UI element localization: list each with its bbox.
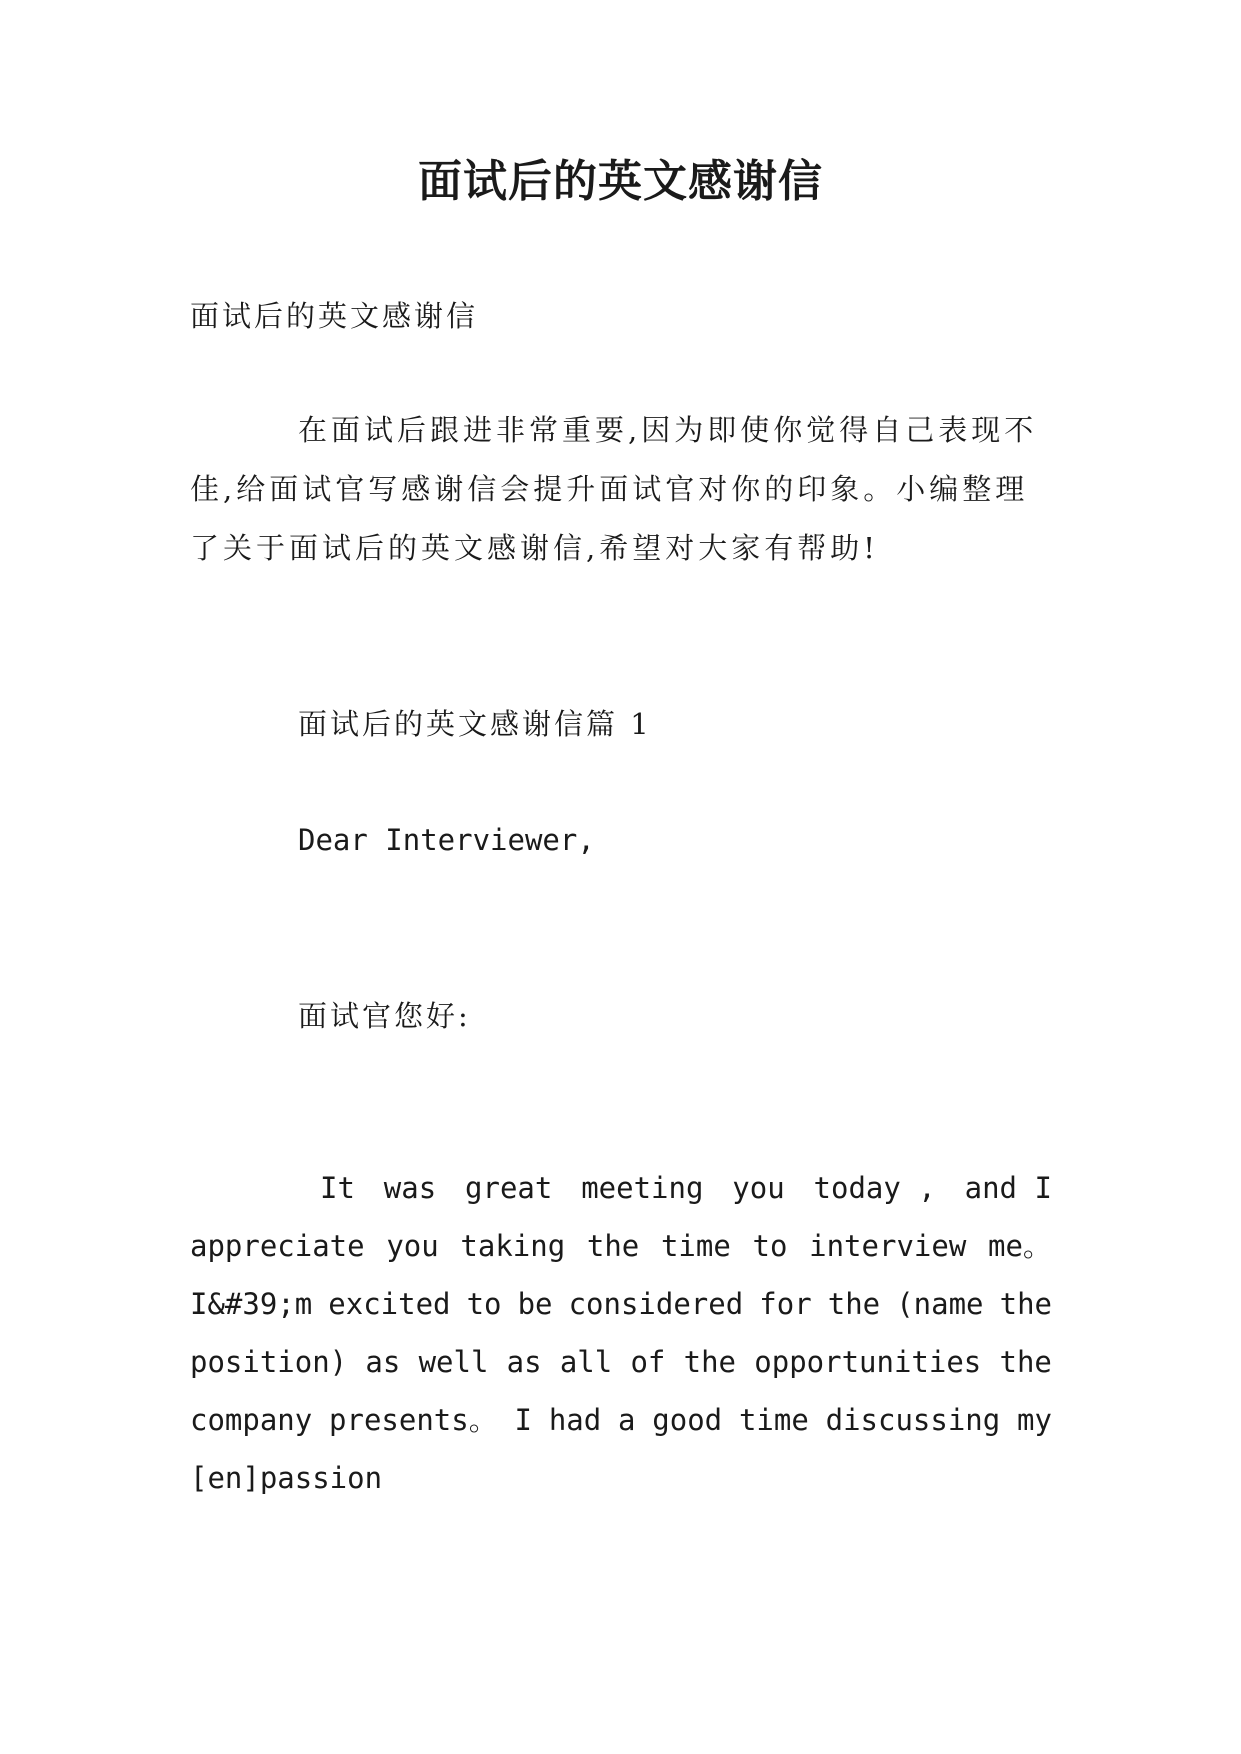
letter-body-word: presents。 [329, 1403, 498, 1437]
letter-body-word: the [586, 1229, 640, 1263]
letter-body-word: It [320, 1171, 355, 1205]
letter-body-word: for [759, 1287, 812, 1321]
letter-body-word: company [190, 1403, 313, 1437]
letter-body-word: great [465, 1171, 553, 1205]
letter-body-word: to [752, 1229, 788, 1263]
letter-body-word: excited [328, 1287, 451, 1321]
letter-body-word: be [517, 1287, 553, 1321]
intro-line: 在面试后跟进非常重要,因为即使你觉得自己表现不 [298, 413, 1038, 447]
letter-body-word: the [827, 1287, 881, 1321]
letter-body-word: position) [190, 1345, 348, 1379]
letter-body-word: discussing [825, 1403, 1001, 1437]
letter-body-line [190, 1458, 1052, 1516]
letter-body-word: was [383, 1171, 437, 1205]
letter-body-line [190, 1284, 1052, 1342]
intro-paragraph [190, 410, 1052, 587]
letter-body-word: the [999, 1345, 1052, 1379]
letter-body-line [190, 1342, 1052, 1400]
letter-body-word: a [618, 1403, 636, 1437]
letter-body-line [190, 1226, 1052, 1284]
letter-body-word: I [514, 1403, 532, 1437]
letter-body-word: as [506, 1345, 542, 1379]
letter-body-word: had [548, 1403, 602, 1437]
letter-body-word: my [1017, 1403, 1052, 1437]
letter-body-line [190, 1168, 1052, 1226]
letter-body-word: you [732, 1171, 785, 1205]
letter-body-word: appreciate [190, 1229, 365, 1263]
letter-body-word: to [466, 1287, 502, 1321]
document-title: 面试后的英文感谢信 [418, 156, 823, 207]
letter-body-line [190, 1400, 1052, 1458]
letter-body-word: you [386, 1229, 439, 1263]
letter-body-word: I&#39;m [190, 1287, 313, 1321]
salutation-english: Dear Interviewer, [298, 823, 595, 857]
letter-body-word: (name [896, 1287, 984, 1321]
letter-body-word: as [365, 1345, 401, 1379]
letter-body-word: time [738, 1403, 809, 1437]
letter-body-word: well [418, 1345, 489, 1379]
letter-body-word: interview [809, 1229, 967, 1263]
letter-body-word: good [652, 1403, 723, 1437]
letter-body-word: meeting [581, 1171, 704, 1205]
letter-body-word: opportunities [754, 1345, 982, 1379]
letter-body-word: the [683, 1345, 737, 1379]
letter-body-word: all [559, 1345, 613, 1379]
letter-body-word: and I [964, 1171, 1052, 1205]
letter-body-word: taking [460, 1229, 566, 1263]
document-subtitle: 面试后的英文感谢信 [190, 299, 479, 333]
letter-body-word: [en]passion [190, 1461, 383, 1495]
letter-body-paragraph [190, 1168, 1052, 1516]
letter-body-word: time [660, 1229, 731, 1263]
letter-body-word: me。 [987, 1229, 1052, 1263]
salutation-chinese: 面试官您好: [298, 999, 471, 1033]
letter-body-word: considered [568, 1287, 744, 1321]
letter-body-word: of [630, 1345, 666, 1379]
letter-body-word: today , [813, 1171, 936, 1205]
intro-line: 佳,给面试官写感谢信会提升面试官对你的印象。小编整理 [190, 472, 1029, 506]
section-heading: 面试后的英文感谢信篇 1 [298, 707, 652, 741]
intro-line: 了关于面试后的英文感谢信,希望对大家有帮助! [190, 531, 879, 565]
letter-body-word: the [999, 1287, 1052, 1321]
